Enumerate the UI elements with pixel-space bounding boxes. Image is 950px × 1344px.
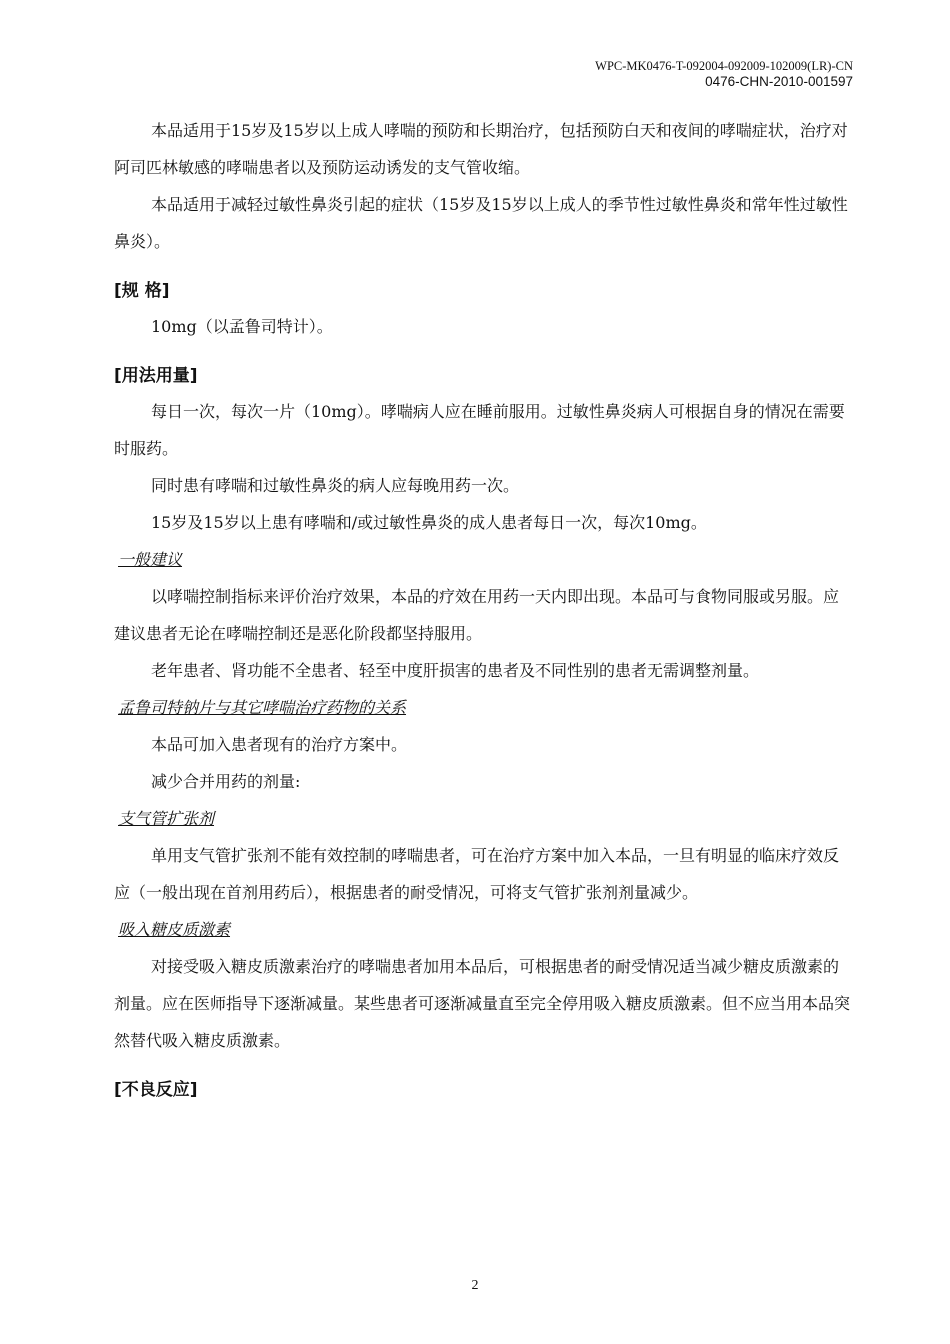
dosage-paragraph-2: 同时患有哮喘和过敏性鼻炎的病人应每晚用药一次。 bbox=[151, 476, 520, 495]
page-number: 2 bbox=[471, 1278, 479, 1293]
document-code: WPC-MK0476-T-092004-092009-102009(LR)-CN bbox=[595, 59, 853, 73]
relation-paragraph-1: 本品可加入患者现有的治疗方案中。 bbox=[151, 735, 408, 754]
indication-paragraph-2: 本品适用于减轻过敏性鼻炎引起的症状（15岁及15岁以上成人的季节性过敏性鼻炎和常年性过敏性鼻炎）。 bbox=[114, 195, 848, 251]
dosage-heading: [用法用量] bbox=[114, 366, 198, 386]
general-advice-paragraph-1: 以哮喘控制指标来评价治疗效果，本品的疗效在用药一天内即出现。本品可与食物同服或另服。应建议患者无论在哮喘控制还是恶化阶段都坚持服用。 bbox=[114, 587, 840, 643]
document-body bbox=[114, 112, 854, 1107]
general-advice-paragraph-2: 老年患者、肾功能不全患者、轻至中度肝损害的患者及不同性别的患者无需调整剂量。 bbox=[151, 661, 760, 680]
relation-paragraph-2: 减少合并用药的剂量: bbox=[151, 772, 301, 791]
spec-text: 10mg（以孟鲁司特计）。 bbox=[151, 317, 333, 336]
spec-heading: [规 格] bbox=[114, 281, 170, 301]
bronchodilator-paragraph: 单用支气管扩张剂不能有效控制的哮喘患者，可在治疗方案中加入本品，一旦有明显的临床疗效反应（一般出现在首剂用药后），根据患者的耐受情况，可将支气管扩张剂剂量减少。 bbox=[114, 846, 840, 902]
relation-title: 孟鲁司特钠片与其它哮喘治疗药物的关系 bbox=[118, 698, 407, 717]
dosage-paragraph-3: 15岁及15岁以上患有哮喘和/或过敏性鼻炎的成人患者每日一次，每次10mg。 bbox=[151, 513, 707, 532]
general-advice-title: 一般建议 bbox=[118, 550, 183, 569]
bronchodilator-title: 支气管扩张剂 bbox=[118, 809, 215, 828]
adverse-reactions-heading: [不良反应] bbox=[114, 1080, 198, 1100]
inhaled-steroid-title: 吸入糖皮质激素 bbox=[118, 920, 231, 939]
dosage-paragraph-1: 每日一次，每次一片（10mg）。哮喘病人应在睡前服用。过敏性鼻炎病人可根据自身的情况在需要时服药。 bbox=[114, 402, 845, 458]
document-id: 0476-CHN-2010-001597 bbox=[705, 74, 853, 89]
indication-paragraph-1: 本品适用于15岁及15岁以上成人哮喘的预防和长期治疗，包括预防白天和夜间的哮喘症状，治疗对阿司匹林敏感的哮喘患者以及预防运动诱发的支气管收缩。 bbox=[114, 121, 848, 177]
document-header bbox=[595, 58, 853, 90]
inhaled-steroid-paragraph: 对接受吸入糖皮质激素治疗的哮喘患者加用本品后，可根据患者的耐受情况适当减少糖皮质激素的剂量。应在医师指导下逐渐减量。某些患者可逐渐减量直至完全停用吸入糖皮质激素。但不应当用本品突然替代吸入糖皮质激素。 bbox=[114, 957, 851, 1050]
